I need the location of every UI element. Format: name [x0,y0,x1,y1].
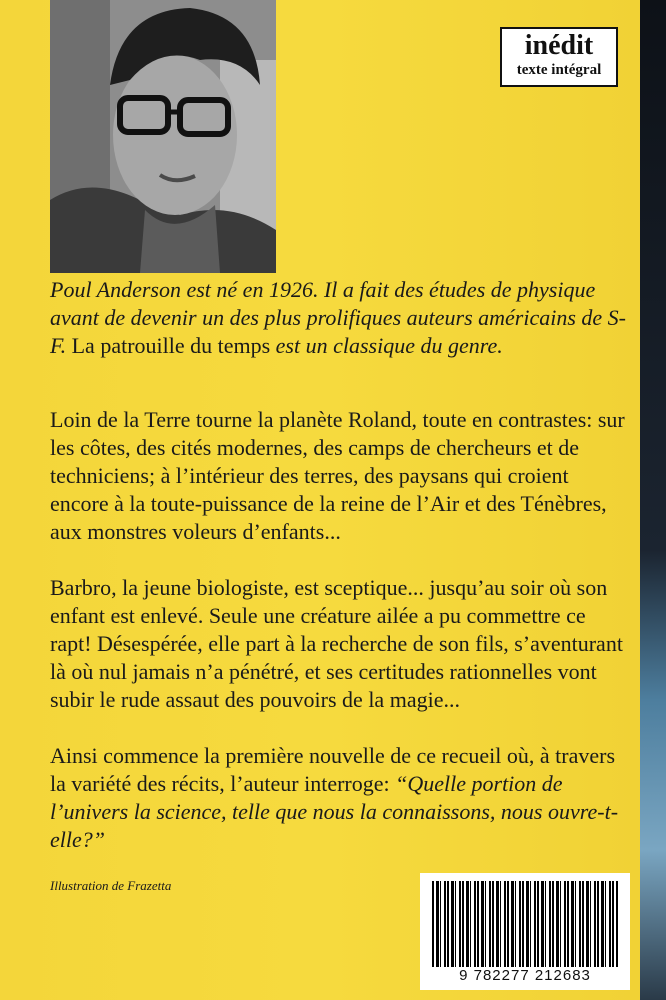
barcode-bars [432,881,618,967]
badge-title: inédit [524,30,594,61]
author-bio [50,276,630,360]
summary-paragraph-2: Barbro, la jeune biologiste, est sceptique... jusqu’au soir où son enfant est enlevé. Seule une créature ailée a pu commettre ce rapt! Désespérée, elle part à la recherche de son fils, s’aventurant là où nul jamais n’a pénétré, et ses certitudes rationnelles vont subir le rude assaut des pouvoirs de la magie... [50,575,623,712]
badge-subtitle: texte intégral [516,62,602,78]
summary-paragraph-1: Loin de la Terre tourne la planète Roland, toute en contrastes: sur les côtes, des cités modernes, des camps de chercheurs et de techniciens; à l’intérieur des terres, des paysans qui croient encore à la toute-puissance de la reine de l’Air et des Ténèbres, aux monstres voleurs d’enfants... [50,407,625,544]
illustration-credit: Illustration de Frazetta [50,878,172,893]
bio-italic-2: est un classique du genre. [275,333,503,358]
closing-quote: “Quelle portion de l’univers la science, telle que nous la connaissons, nous ouvre-t-elle?” [50,771,619,852]
inedit-badge [500,27,618,87]
bio-book-title: La patrouille du temps [71,333,271,358]
summary-paragraph-3-text: Ainsi commence la première nouvelle de ce recueil où, à travers la variété des récits, l’auteur interroge: [50,743,616,796]
barcode-number: 9 782277 212683 [459,967,591,984]
bio-italic-1: Poul Anderson est né en 1926. Il a fait des études de physique avant de devenir un des plus prolifiques auteurs américains de S-F. [50,277,626,358]
book-spine [640,0,666,1000]
summary-paragraph-3 [50,742,630,854]
author-photo [50,0,276,273]
barcode [420,873,630,990]
author-portrait-illustration [50,0,276,273]
